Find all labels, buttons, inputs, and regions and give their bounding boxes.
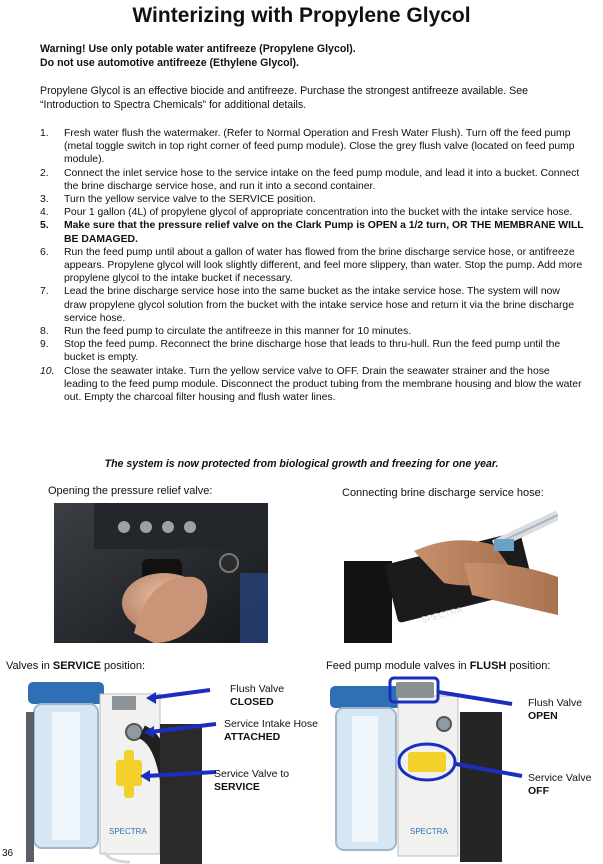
flush-position-photo: [326, 676, 526, 864]
brand-logo: SPECTRA: [410, 827, 448, 836]
annotation-intake-hose: Service Intake Hose ATTACHED: [224, 718, 318, 743]
annotation-service-valve-right: Service Valve OFF: [528, 772, 592, 797]
list-item: 9. Stop the feed pump. Reconnect the brine discharge hose that leads to thru-hull. Run the feed pump until the bucket is empty.: [40, 339, 561, 364]
intro-paragraph: Propylene Glycol is an effective biocide and antifreeze. Purchase the strongest antifreeze available. See “Introduction to Spectra Chemicals” for additional details.: [40, 85, 528, 111]
list-item: 5. Make sure that the pressure relief valve on the Clark Pump is OPEN a 1/2 turn, OR THE MEMBRANE WILL BE DAMAGED.: [40, 220, 584, 245]
warning-line-2: Do not use automotive antifreeze (Ethylene Glycol).: [40, 57, 300, 69]
protection-note: The system is now protected from biological growth and freezing for one year.: [104, 458, 499, 470]
brand-logo: SPECTRA: [109, 827, 147, 836]
list-item: 8. Run the feed pump to circulate the antifreeze in this manner for 10 minutes.: [40, 326, 412, 338]
annotation-flush-valve-left: Flush Valve CLOSED: [230, 683, 285, 708]
brine-hose-photo: [344, 503, 558, 643]
list-item: 2. Connect the inlet service hose to the service intake on the feed pump module, and lead it into a bucket. Connect the brine discharge service hose, and run it into a second container.: [40, 167, 580, 192]
service-position-photo: [0, 676, 230, 864]
caption-brine-hose: Connecting brine discharge service hose:: [342, 487, 544, 499]
caption-pressure-relief: Opening the pressure relief valve:: [48, 485, 213, 497]
pressure-relief-photo: [54, 503, 268, 643]
list-item: 1. Fresh water flush the watermaker. (Refer to Normal Operation and Fresh Water Flush). Turn off the feed pump (metal toggle switch in top right corner of feed pump module). Close the grey flush valve (located on feed pump module).: [40, 128, 575, 166]
annotation-service-valve-left: Service Valve to SERVICE: [214, 768, 290, 793]
caption-service-position: Valves in SERVICE position:: [6, 660, 145, 672]
list-item: 4. Pour 1 gallon (4L) of propylene glycol of appropriate concentration into the bucket with the intake service hose.: [40, 207, 573, 219]
annotation-flush-valve-right: Flush Valve OPEN: [528, 697, 583, 722]
list-item: 3. Turn the yellow service valve to the SERVICE position.: [40, 194, 316, 206]
steps-list: [40, 127, 585, 404]
list-item: 7. Lead the brine discharge service hose into the same bucket as the intake service hose. The system will now draw propylene glycol solution from the bucket with the intake service hose and return it via the brine discharge service hose.: [40, 286, 574, 324]
page-number: 36: [2, 848, 14, 859]
page-title: Winterizing with Propylene Glycol: [132, 4, 471, 27]
brand-logo: SPECTRA: [420, 604, 464, 625]
list-item: 6. Run the feed pump until about a gallon of water has flowed from the brine discharge service hose, or antifreeze appears. Propylene glycol will look slightly different, and feel more slippery, than water. Stop the pump. Add more propylene glycol to the intake bucket if necessary.: [40, 246, 583, 285]
caption-flush-position: Feed pump module valves in FLUSH position:: [326, 660, 551, 672]
warning-line-1: Warning! Use only potable water antifreeze (Propylene Glycol).: [40, 43, 356, 55]
warning-block: [40, 42, 580, 70]
list-item: 10. Close the seawater intake. Turn the yellow service valve to OFF. Drain the seawater strainer and the hose leading to the feed pump module. Disconnect the product tubing from the membrane housing and blow the water out. Empty the charcoal filter housing and flush water lines.: [40, 365, 582, 404]
